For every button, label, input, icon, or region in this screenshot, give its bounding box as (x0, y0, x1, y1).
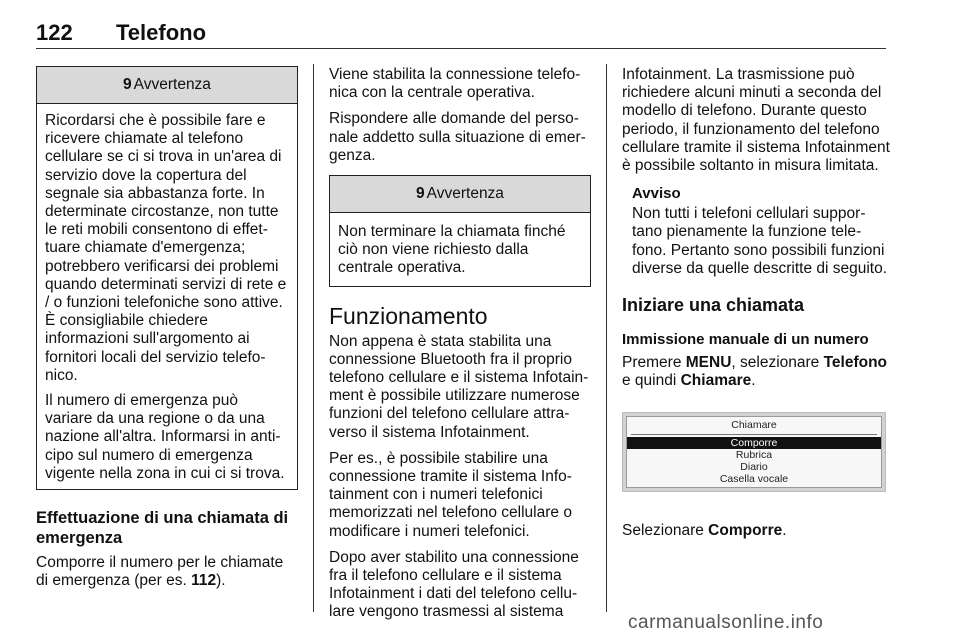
warning-paragraph: Ricordarsi che è possibile fare e ricevere chiamate al telefono cellulare se ci si trova in un'area di servizio dove la copertura del segnale sia abbastanza forte. In determinate circostanze, non tutte le reti mobili consentono di effettuare chiamate d'emergenza; potrebbero verificarsi dei problemi quando determinati servizi di rete e / o funzioni telefoniche sono attive. È consigliabile chiedere informazioni sull'argomento ai fornitori locali del servizio telefonico. (45, 112, 287, 384)
warning-paragraph: Non terminare la chiamata finché ciò non viene richiesto dalla centrale operativa. (338, 223, 566, 277)
page-number: 122 (36, 20, 73, 45)
warning-header (330, 176, 590, 213)
warning-box (329, 175, 591, 287)
body-paragraph: Viene stabilita la connessione telefonica con la centrale operativa. (329, 66, 581, 102)
section-heading: Funzionamento (329, 302, 488, 329)
warning-icon: 9 (123, 76, 132, 93)
note-box (632, 185, 890, 278)
warning-title: Avvertenza (133, 76, 211, 93)
note-label: Avviso (632, 185, 681, 203)
body-paragraph: Per es., è possibile stabilire una connessione tramite il sistema Infotainment con i numeri telefonici memorizzati nel telefono cellulare o modificare i numeri telefonici. (329, 449, 572, 540)
body-paragraph: Dopo aver stabilito una connessione fra il telefono cellulare e il sistema Infotainment i dati del telefono cellulare vengono trasmessi al sistema (329, 548, 579, 621)
menu-item-rubrica[interactable]: Rubrica (735, 449, 773, 462)
sub-heading: Immissione manuale di un numero (622, 331, 869, 349)
screen-menu (626, 416, 882, 488)
infotainment-screen (622, 412, 886, 492)
warning-body (37, 104, 297, 489)
column-3 (622, 66, 890, 549)
instruction-paragraph: Selezionare Comporre. (622, 522, 787, 540)
page-title: Telefono (116, 20, 207, 45)
menu-item-casella-vocale[interactable]: Casella vocale (719, 473, 789, 486)
screen-divider (631, 434, 877, 435)
column-1 (36, 66, 298, 598)
body-paragraph: Rispondere alle domande del personale addetto sulla situazione di emergenza. (329, 110, 586, 164)
body-paragraph: Non appena è stata stabilita una connessione Bluetooth fra il proprio telefono cellulare e il sistema Infotainment è possibile utilizzare numerose funzioni del telefono cellulare attraverso il sistema Infotainment. (329, 332, 589, 441)
warning-box (36, 66, 298, 490)
warning-title: Avvertenza (426, 185, 504, 203)
instruction-paragraph: Premere MENU, selezionare Telefono e quindi Chiamare. (622, 354, 888, 390)
column-divider (313, 64, 314, 612)
body-paragraph: Comporre il numero per le chiamate di emergenza (per es. 112). (36, 554, 284, 590)
menu-key: MENU (685, 354, 732, 372)
warning-header (37, 67, 297, 104)
note-text: Non tutti i telefoni cellulari supportano pienamente la funzione telefono. Pertanto sono possibili funzioni diverse da quelle descritte di seguito. (632, 205, 888, 277)
menu-item-comporre[interactable]: Comporre (627, 437, 881, 449)
header-divider (36, 48, 886, 49)
warning-body (330, 213, 590, 286)
emergency-number: 112 (191, 572, 217, 590)
section-heading: Effettuazione di una chiamata di emergenza (36, 509, 289, 548)
section-heading: Iniziare una chiamata (622, 295, 805, 316)
watermark: carmanualsonline.info (628, 612, 824, 633)
warning-icon: 9 (416, 185, 425, 203)
body-paragraph: Infotainment. La trasmissione può richiedere alcuni minuti a seconda del modello di telefono. Durante questo periodo, il funzionamento del telefono cellulare tramite il sistema Infotainment è possibile soltanto in misura limitata. (622, 66, 890, 175)
comporre-label: Comporre (708, 522, 783, 540)
column-2 (329, 66, 591, 630)
menu-item-diario[interactable]: Diario (740, 461, 768, 474)
chiamare-label: Chiamare (680, 372, 752, 390)
screen-title: Chiamare (731, 419, 777, 432)
warning-paragraph: Il numero di emergenza può variare da una regione o da una nazione all'altra. Informarsi in anticipo sul numero di emergenza vigente nella zona in cui ci si trova. (45, 392, 285, 482)
page-header (36, 20, 886, 50)
column-divider (606, 64, 607, 612)
telefono-label: Telefono (823, 354, 888, 372)
